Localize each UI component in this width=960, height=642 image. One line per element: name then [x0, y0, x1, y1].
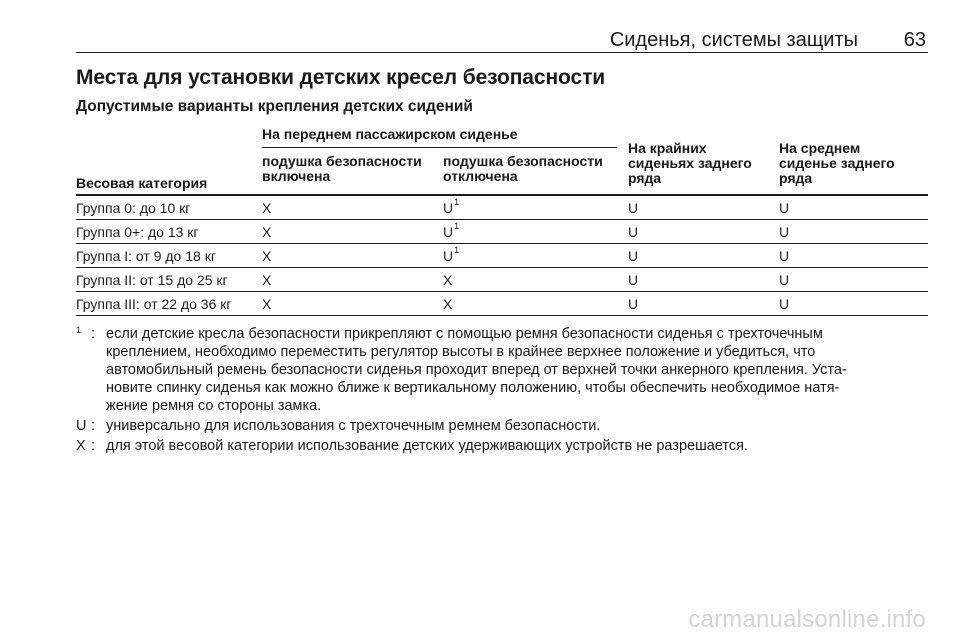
note-line: жение ремня со стороны замка.	[106, 398, 322, 414]
note-footnote-1	[76, 325, 928, 415]
footnote-ref: 1	[454, 245, 460, 255]
cell-rear-center: U	[779, 248, 790, 264]
footnote-ref: 1	[454, 221, 460, 231]
header-rear-center	[779, 141, 895, 186]
header-rear-center-line: На среднем	[779, 140, 861, 156]
header-title: Сиденья, системы защиты	[609, 29, 858, 51]
note-line: автомобильный ремень безопасности сиденья проходит вперед от верхней точки анкерного крепления. Уста-	[106, 362, 847, 378]
note-mark: X	[76, 438, 86, 454]
header-airbag-on	[262, 154, 422, 184]
cell-airbag-off	[443, 221, 460, 240]
child-seat-table	[76, 126, 928, 316]
cell-rear-center: U	[779, 296, 790, 312]
cell-rear-center: U	[779, 200, 790, 216]
page-header	[76, 26, 928, 53]
table-header	[76, 126, 928, 196]
note-universal	[76, 417, 928, 435]
cell-value: U	[443, 224, 454, 240]
header-weight-category: Весовая категория	[76, 175, 208, 191]
header-airbag-off-line: подушка безопасности	[443, 153, 603, 169]
cell-airbag-on: X	[262, 296, 272, 312]
table-row	[76, 196, 928, 220]
cell-value: U	[443, 200, 454, 216]
cell-airbag-off	[443, 197, 460, 216]
note-line: для этой весовой категории использование детских удерживающих устройств не разрешается.	[106, 438, 748, 454]
header-airbag-off-line: отключена	[443, 168, 518, 184]
cell-category: Группа III: от 22 до 36 кг	[76, 296, 232, 312]
note-mark: U	[76, 418, 87, 434]
cell-category: Группа I: от 9 до 18 кг	[76, 248, 216, 264]
header-rear-outer-line: сиденьях заднего	[628, 155, 752, 171]
cell-rear-center: U	[779, 224, 790, 240]
cell-airbag-on: X	[262, 272, 272, 288]
section-title: Места для установки детских кресел безопасности	[76, 66, 606, 89]
cell-rear-outer: U	[628, 248, 639, 264]
note-line: если детские кресла безопасности прикрепляют с помощью ремня безопасности сиденья с трехточечным	[106, 326, 823, 342]
cell-value: U	[443, 248, 454, 264]
note-mark	[76, 325, 81, 343]
cell-rear-center: U	[779, 272, 790, 288]
note-not-allowed	[76, 437, 928, 455]
page-number: 63	[903, 29, 926, 51]
cell-airbag-on: X	[262, 224, 272, 240]
header-rear-outer-line: ряда	[628, 170, 662, 186]
note-separator: :	[91, 418, 96, 434]
cell-airbag-on: X	[262, 248, 272, 264]
header-airbag-on-line: включена	[262, 168, 331, 184]
table-row	[76, 244, 928, 268]
header-rear-outer-line: На крайних	[628, 140, 707, 156]
cell-category: Группа 0+: до 13 кг	[76, 224, 199, 240]
header-airbag-on-line: подушка безопасности	[262, 153, 422, 169]
header-rear-center-line: ряда	[779, 170, 813, 186]
cell-rear-outer: U	[628, 296, 639, 312]
note-separator: :	[91, 438, 96, 454]
cell-airbag-off: X	[443, 296, 453, 312]
legend-notes	[76, 325, 928, 457]
cell-airbag-on: X	[262, 200, 272, 216]
note-line: новите спинку сиденья как можно ближе к вертикальному положению, чтобы обеспечить необходимое натя-	[106, 380, 840, 396]
cell-airbag-off: X	[443, 272, 453, 288]
cell-rear-outer: U	[628, 224, 639, 240]
subsection-title: Допустимые варианты крепления детских сидений	[76, 98, 473, 115]
note-line: креплением, необходимо переместить регулятор высоты в крайнее верхнее положение и убедиться, что	[106, 344, 816, 360]
note-separator: :	[91, 326, 96, 342]
cell-rear-outer: U	[628, 200, 639, 216]
header-rear-outer	[628, 141, 752, 186]
header-rear-center-line: сиденье заднего	[779, 155, 895, 171]
watermark: carmanualsonline.info	[688, 606, 926, 633]
header-airbag-off	[443, 154, 603, 184]
header-divider	[262, 147, 617, 148]
cell-category: Группа II: от 15 до 25 кг	[76, 272, 228, 288]
cell-airbag-off	[443, 245, 460, 264]
footnote-mark: 1	[76, 325, 82, 335]
table-row	[76, 292, 928, 316]
footnote-ref: 1	[454, 197, 460, 207]
header-front-passenger-seat: На переднем пассажирском сиденье	[262, 126, 518, 142]
table-row	[76, 220, 928, 244]
cell-rear-outer: U	[628, 272, 639, 288]
note-line: универсально для использования с трехточечным ремнем безопасности.	[106, 418, 601, 434]
cell-category: Группа 0: до 10 кг	[76, 200, 191, 216]
table-row	[76, 268, 928, 292]
